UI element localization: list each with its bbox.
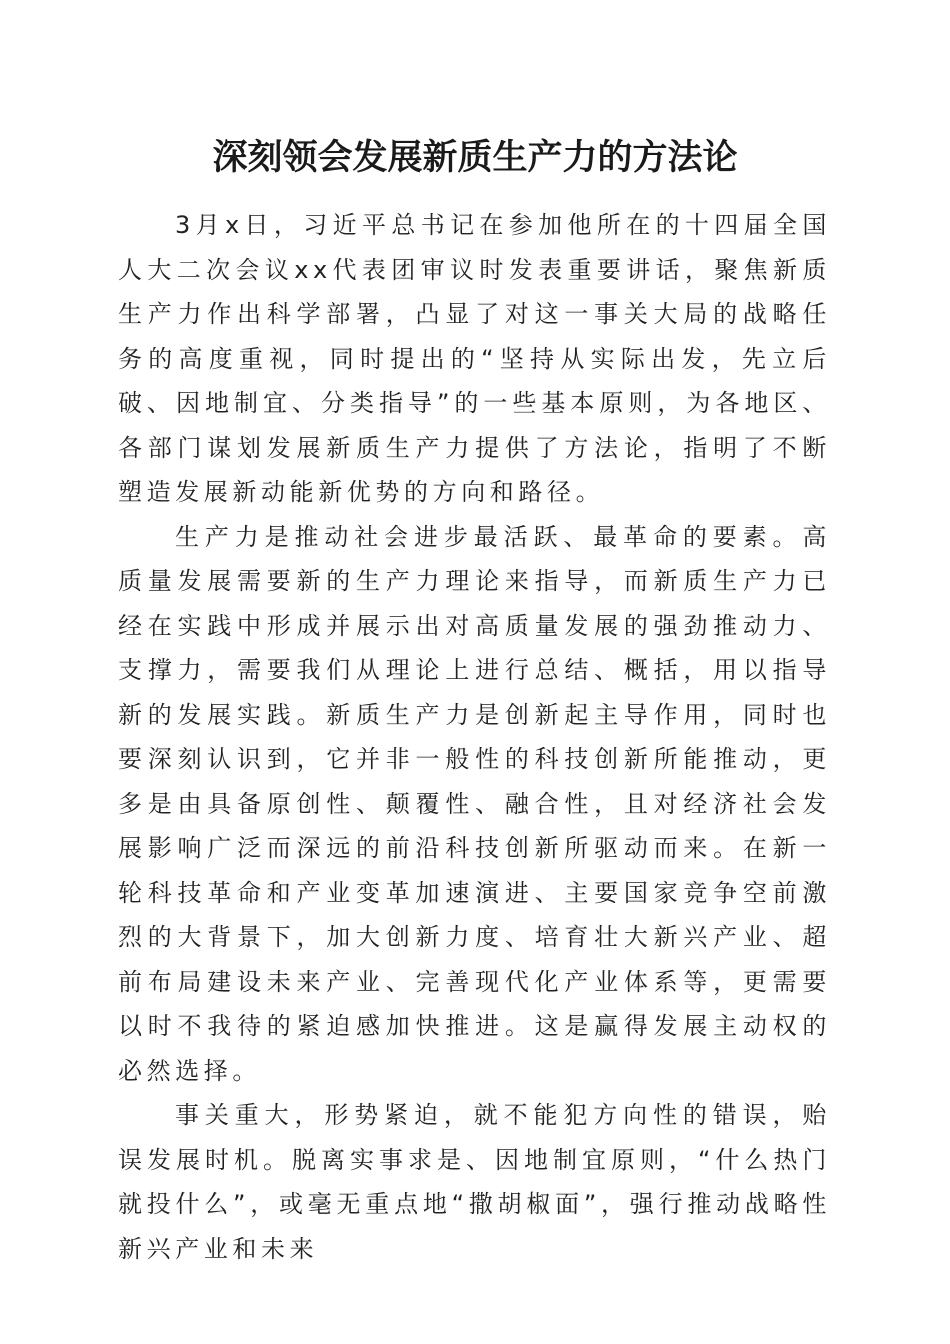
paragraph-2: 生产力是推动社会进步最活跃、最革命的要素。高质量发展需要新的生产力理论来指导，而新质生产力已经在实践中形成并展示出对高质量发展的强劲推动力、支撑力，需要我们从理论上进行总结、概括，用以指导新的发展实践。新质生产力是创新起主导作用，同时也要深刻认识到，它并非一般性的科技创新所能推动，更多是由具备原创性、颠覆性、融合性，且对经济社会发展影响广泛而深远的前沿科技创新所驱动而来。在新一轮科技革命和产业变革加速演进、主要国家竞争空前激烈的大背景下，加大创新力度、培育壮大新兴产业、超前布局建设未来产业、完善现代化产业体系等，更需要以时不我待的紧迫感加快推进。这是赢得发展主动权的必然选择。 [118, 522, 831, 1085]
document-body [118, 203, 831, 1271]
document-title: 深刻领会发展新质生产力的方法论 [212, 137, 738, 178]
paragraph-1: 3月x日，习近平总书记在参加他所在的十四届全国人大二次会议xx代表团审议时发表重要讲话，聚焦新质生产力作出科学部署，凸显了对这一事关大局的战略任务的高度重视，同时提出的“坚持从实际出发，先立后破、因地制宜、分类指导”的一些基本原则，为各地区、各部门谋划发展新质生产力提供了方法论，指明了不断塑造发展新动能新优势的方向和路径。 [118, 211, 831, 506]
paragraph-3: 事关重大，形势紧迫，就不能犯方向性的错误，贻误发展时机。脱离实事求是、因地制宜原则，“什么热门就投什么”，或毫无重点地“撒胡椒面”，强行推动战略性新兴产业和未来 [118, 1101, 831, 1263]
